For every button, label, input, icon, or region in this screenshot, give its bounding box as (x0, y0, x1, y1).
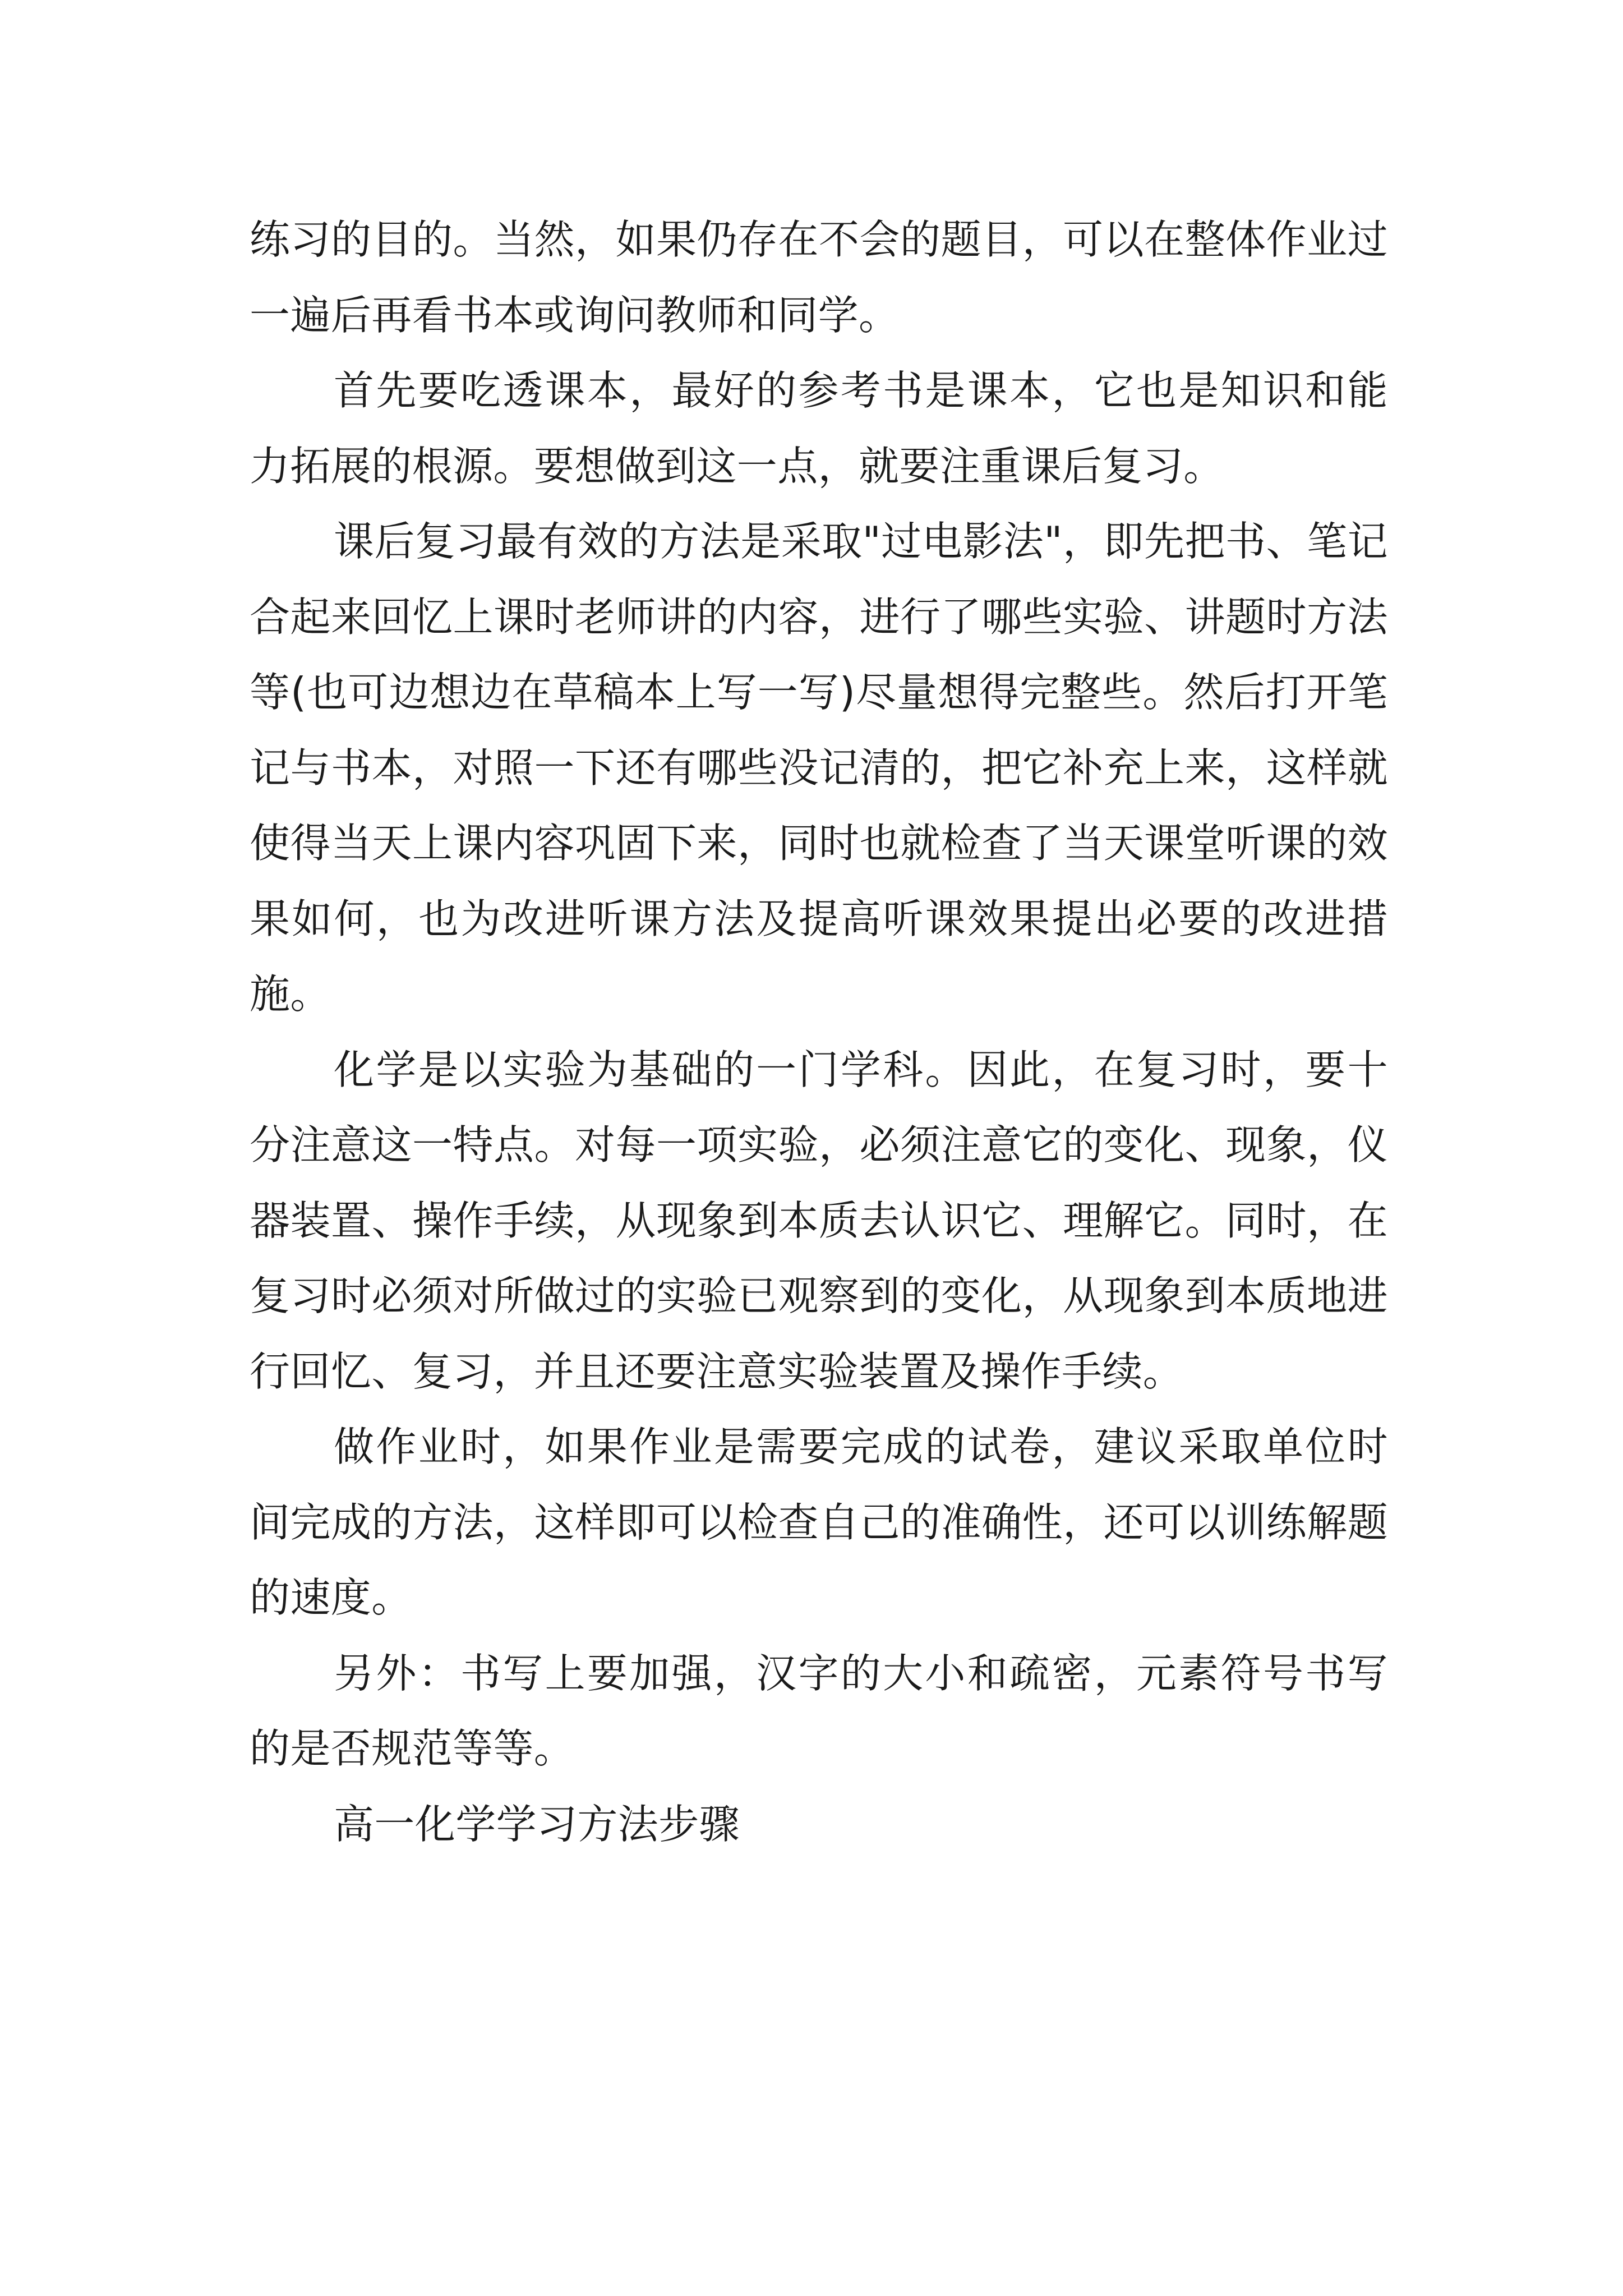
paragraph-2: 首先要吃透课本，最好的参考书是课本，它也是知识和能力拓展的根源。要想做到这一点，就要注重课后复习。 (250, 367, 1388, 490)
paragraph-1: 练习的目的。当然，如果仍存在不会的题目，可以在整体作业过一遍后再看书本或询问教师和同学。 (250, 216, 1388, 339)
paragraph-6: 另外：书写上要加强，汉字的大小和疏密，元素符号书写的是否规范等等。 (250, 1649, 1388, 1772)
paragraph-4: 化学是以实验为基础的一门学科。因此，在复习时，要十分注意这一特点。对每一项实验，必须注意它的变化、现象，仪器装置、操作手续，从现象到本质去认识它、理解它。同时，在复习时必须对所做过的实验已观察到的变化，从现象到本质地进行回忆、复习，并且还要注意实验装置及操作手续。 (250, 1046, 1388, 1395)
document-body (250, 202, 1388, 1862)
paragraph-5: 做作业时，如果作业是需要完成的试卷，建议采取单位时间完成的方法，这样即可以检查自己的准确性，还可以训练解题的速度。 (250, 1423, 1388, 1621)
paragraph-3: 课后复习最有效的方法是采取"过电影法"，即先把书、笔记合起来回忆上课时老师讲的内容，进行了哪些实验、讲题时方法等(也可边想边在草稿本上写一写)尽量想得完整些。然后打开笔记与书本，对照一下还有哪些没记清的，把它补充上来，这样就使得当天上课内容巩固下来，同时也就检查了当天课堂听课的效果如何，也为改进听课方法及提高听课效果提出必要的改进措施。 (250, 518, 1388, 1018)
section-heading: 高一化学学习方法步骤 (334, 1800, 740, 1848)
